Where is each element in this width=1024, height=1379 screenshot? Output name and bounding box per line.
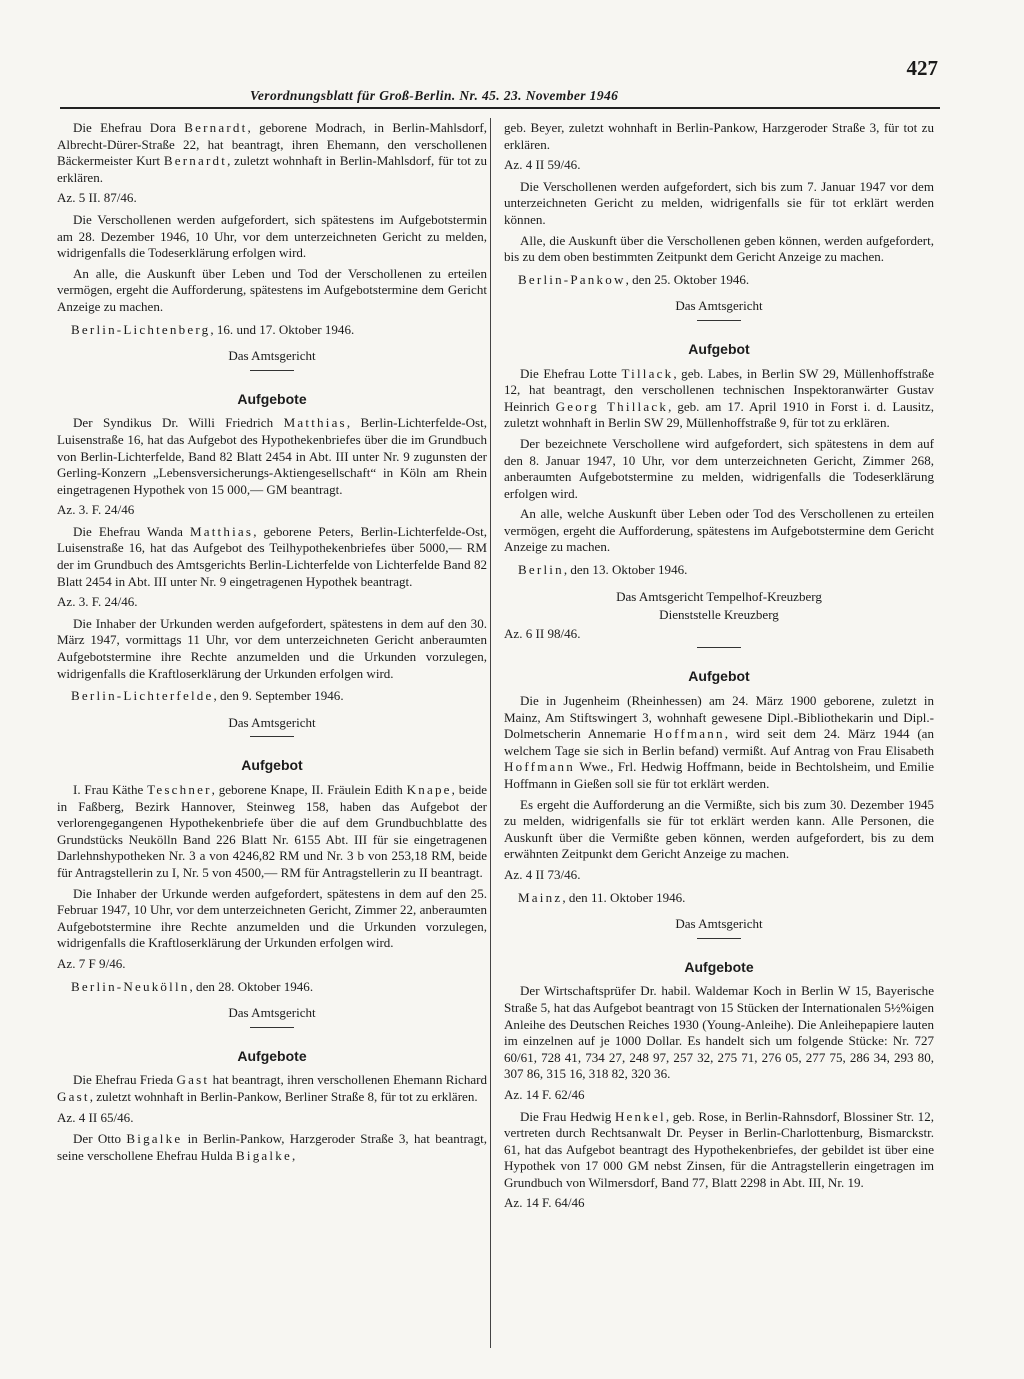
paragraph: Die Inhaber der Urkunde werden aufgefordert, spätestens in dem auf den 25. Februar 1947, 10 Uhr, vor dem unterzeichneten Gericht, Zimmer 22, anberaumten Aufgebotstermine ihre Rechte anzumelden und die Urkunden vorzulegen, widrigenfalls die Kraftloserklärung der Urkunden erfolgen wird. bbox=[57, 885, 487, 951]
court-office: Dienststelle Kreuzberg bbox=[659, 607, 779, 623]
name-spaced: Matthias bbox=[189, 523, 254, 539]
file-reference: Az. 14 F. 62/46 bbox=[504, 1086, 585, 1102]
text: , Berlin-Lichterfelde-Ost, Luisenstraße 16, hat das Aufgebot des Hypothekenbriefes über die im Grundbuch von Berlin-Lichterfelde, Band 82 Blatt 2454 in Abt. III unter Nr. 9 zugunsten der Gerling-Konzern „Lebensversicherungs-Aktiengesellschaft“ in Köln am Rhein eingetragenen Hypothek von 15 000,— GM beantragt. bbox=[57, 415, 487, 497]
section-rule bbox=[697, 647, 741, 648]
section-rule bbox=[697, 938, 741, 939]
paragraph: Die Inhaber der Urkunden werden aufgefordert, spätestens in dem auf den 30. März 1947, vormittags 11 Uhr, vor dem unterzeichneten Gericht anberaumten Aufgebotstermine ihre Rechte anzumelden und die Urkunden vorzulegen, widrigenfalls die Kraftloserklärung der Urkunden erfolgen wird. bbox=[57, 615, 487, 681]
name-spaced: Hoffmann bbox=[504, 759, 575, 775]
section-rule bbox=[250, 736, 294, 737]
paragraph bbox=[57, 120, 487, 186]
file-reference: Az. 4 II 65/46. bbox=[57, 1109, 134, 1125]
text: Die Ehefrau Dora bbox=[73, 120, 185, 135]
section-title: Aufgebot bbox=[688, 340, 750, 357]
section-title: Aufgebote bbox=[237, 1047, 307, 1064]
name-spaced: Bernardt bbox=[163, 153, 228, 169]
date: , den 25. Oktober 1946. bbox=[625, 271, 750, 287]
file-reference: Az. 5 II. 87/46. bbox=[57, 190, 137, 206]
file-reference: Az. 14 F. 64/46 bbox=[504, 1195, 585, 1211]
file-reference: Az. 3. F. 24/46 bbox=[57, 502, 135, 518]
text: hat beantragt, ihren verschollenen Ehemann Richard bbox=[209, 1072, 487, 1088]
court-name: Das Amtsgericht Tempelhof-Kreuzberg bbox=[616, 588, 822, 604]
paragraph-continuation: geb. Beyer, zuletzt wohnhaft in Berlin-Pankow, Harzgeroder Straße 3, für tot zu erklären. bbox=[504, 120, 934, 152]
paragraph: Es ergeht die Aufforderung an die Vermißte, sich bis zum 30. Dezember 1945 zu melden, widrigenfalls sie für tot erklärt werden kann. Alle Personen, die Auskunft über die Vermißte geben können, werden aufgefordert, bis zu dem erwähnten Zeitpunkt dem Gericht Anzeige zu machen. bbox=[504, 796, 934, 862]
place-date bbox=[57, 322, 487, 339]
notice-tillack bbox=[504, 341, 934, 649]
section-title: Aufgebote bbox=[237, 390, 307, 407]
text: , wird seit dem 24. März 1944 (an welchem Tage sie sich in Berlin befand) vermißt. Auf Antrag von Frau Elisabeth bbox=[504, 726, 934, 758]
paragraph bbox=[504, 693, 934, 793]
file-reference: Az. 4 II 73/46. bbox=[504, 866, 581, 882]
text: Wwe., Frl. Hedwig Hoffmann, beide in Bechtolsheim, und Emilie Hoffmann in Gießen soll sie für tot erklärt werden. bbox=[504, 759, 934, 791]
notice-bigalke-continued bbox=[504, 120, 934, 321]
paragraph bbox=[504, 366, 934, 432]
place-date bbox=[57, 979, 487, 996]
notice-matthias bbox=[57, 391, 487, 738]
text: , geb. Rose, in Berlin-Rahnsdorf, Blossiner Str. 12, vertreten durch Rechtsanwalt Dr. Peyser in Berlin-Charlottenburg, Bismarckstr. 61, hat das Aufgebot beantragt des Hypothekenbriefes, der gebildet ist über eine Hypothek von 17 000 GM nebst Zinsen, für die Antragstellerin eingetragen im Grundbuch von Wilmersdorf, Band 77, Blatt 2298 in Abt. III, Nr. 19. bbox=[504, 1108, 934, 1190]
name-spaced: Gast bbox=[57, 1088, 90, 1104]
text: , geb. am 17. April 1910 in Forst i. d. Lausitz, zuletzt wohnhaft in Berlin SW 29, Müllenhoffstraße 9, für tot zu erklären. bbox=[504, 398, 934, 431]
notice-gast-bigalke bbox=[57, 1048, 487, 1165]
place-date bbox=[57, 688, 487, 705]
text: , beide in Faßberg, Bezirk Hannover, Steinweg 158, haben das Aufgebot der verlorengegangenen Hypothekenbriefe über die auf dem Grundbuchblatte des Grundstücks Neukölln Band 226 Blatt Nr. 6155 Abt. III für sie eingetragenen Darlehnshypotheken Nr. 3 a von 4246,82 RM und Nr. 3 b von 253,18 RM, beide für Antragstellerin zu I, Nr. 5 von 4500,— RM für Antragstellerin zu II beantragt. bbox=[57, 782, 488, 880]
name-spaced: Gast bbox=[176, 1072, 210, 1088]
file-reference: Az. 6 II 98/46. bbox=[504, 625, 581, 641]
name-spaced: Knape bbox=[406, 782, 452, 797]
text: Die Ehefrau Frieda bbox=[73, 1072, 177, 1088]
paragraph bbox=[57, 1072, 487, 1105]
section-title: Aufgebot bbox=[241, 757, 303, 774]
notice-teschner bbox=[57, 757, 487, 1027]
place-date bbox=[504, 890, 934, 907]
section-title: Aufgebot bbox=[688, 668, 750, 685]
paragraph: Die Verschollenen werden aufgefordert, sich bis zum 7. Januar 1947 vor dem unterzeichneten Gericht zu melden, widrigenfalls sie für tot erklärt werden können. bbox=[504, 178, 934, 227]
page-number: 427 bbox=[906, 56, 938, 80]
text: Die Ehefrau Wanda bbox=[73, 523, 190, 539]
text: , bbox=[291, 1147, 296, 1163]
text: Der Syndikus Dr. Willi Friedrich bbox=[73, 415, 284, 431]
name-spaced: Bernardt bbox=[184, 120, 248, 135]
paragraph: Der Wirtschaftsprüfer Dr. habil. Waldemar Koch in Berlin W 15, Bayerische Straße 5, hat das Aufgebot beantragt von 15 Stücken der Internationalen 5½%igen Anleihe des Deutschen Reiches 1930 (Young-Anleihe). Die Anleihepapiere lauten im einzelnen auf je 1000 Dollar. Es handelt sich um folgende Stücke: Nr. 727 60/61, 728 41, 734 27, 248 97, 257 32, 275 71, 276 05, 277 75, 286 34, 293 80, 307 86, 315 16, 318 82, 320 36. bbox=[504, 983, 934, 1082]
place: Berlin-Lichterfelde bbox=[71, 688, 214, 704]
section-title: Aufgebote bbox=[684, 958, 754, 975]
place-date bbox=[504, 272, 934, 289]
text: , geborene Peters, Berlin-Lichterfelde-Ost, Luisenstraße 16, hat das Aufgebot des Teilhypothekenbriefes über 5000,— RM der im Grundbuch des Amtsgerichts Berlin-Lichterfelde von Lichterfelde Band 82 Blatt 2454 in Abt. III unter Nr. 9 eingetragenen Hypothek beantragt. bbox=[57, 523, 487, 589]
name-spaced: Tillack bbox=[621, 365, 674, 381]
notice-koch-henkel bbox=[504, 959, 934, 1212]
running-title: Verordnungsblatt für Groß-Berlin. Nr. 45. 23. November 1946 bbox=[250, 88, 619, 103]
name-spaced: Bigalke bbox=[235, 1147, 292, 1163]
paragraph: Der bezeichnete Verschollene wird aufgefordert, sich spätestens in dem auf den 8. Januar 1947, 10 Uhr, vor dem unterzeichneten Gericht, Zimmer 268, anberaumten Aufgebotstermine zu melden, widrigenfalls die Todeserklärung erfolgen wird. bbox=[504, 435, 934, 501]
paragraph: Die Verschollenen werden aufgefordert, sich spätestens im Aufgebotstermin am 28. Dezember 1946, 10 Uhr, vor dem unterzeichneten Gericht zu melden, widrigenfalls die Todeserklärung erfolgen wird. bbox=[57, 211, 487, 261]
header-rule bbox=[60, 107, 940, 109]
section-rule bbox=[250, 370, 294, 371]
file-reference: Az. 7 F 9/46. bbox=[57, 955, 126, 971]
text: Die Frau Hedwig bbox=[520, 1108, 615, 1124]
date: , den 28. Oktober 1946. bbox=[189, 978, 314, 994]
paragraph bbox=[504, 1109, 934, 1192]
place-date bbox=[504, 562, 934, 579]
section-rule bbox=[250, 1027, 294, 1028]
text: , zuletzt wohnhaft in Berlin-Mahlsdorf, für tot zu erklären. bbox=[57, 153, 487, 185]
section-rule bbox=[697, 320, 741, 321]
name-spaced: Matthias bbox=[283, 415, 347, 431]
paragraph: Alle, die Auskunft über die Verschollenen geben können, werden aufgefordert, bis zu dem oben bestimmten Zeitpunkt dem Gericht Anzeige zu machen. bbox=[504, 232, 934, 265]
name-spaced: Georg Thillack bbox=[555, 398, 669, 414]
paragraph bbox=[57, 524, 487, 590]
notice-bernardt bbox=[57, 120, 487, 371]
name-spaced: Teschner bbox=[147, 782, 212, 797]
text: Die Ehefrau Lotte bbox=[520, 365, 622, 381]
right-column bbox=[504, 120, 934, 1217]
text: , zuletzt wohnhaft in Berlin-Pankow, Berliner Straße 8, für tot zu erklären. bbox=[89, 1088, 478, 1104]
place: Berlin-Lichtenberg bbox=[71, 321, 211, 337]
court-name: Das Amtsgericht bbox=[228, 714, 316, 730]
name-spaced: Henkel bbox=[614, 1108, 666, 1124]
paragraph bbox=[57, 415, 487, 498]
text: , geborene Modrach, in Berlin-Mahlsdorf, Albrecht-Dürer-Straße 22, hat beantragt, ihren Ehemann, den verschollenen Bäckermeister Kurt bbox=[57, 120, 487, 169]
court-name: Das Amtsgericht bbox=[675, 298, 763, 314]
paragraph: An alle, welche Auskunft über Leben oder Tod des Verschollenen zu erteilen vermögen, ergeht die Aufforderung, spätestens im Aufgebotstermine dem Gericht Anzeige zu machen. bbox=[504, 506, 934, 555]
text: I. Frau Käthe bbox=[73, 782, 148, 797]
court-name: Das Amtsgericht bbox=[675, 916, 763, 932]
paragraph: An alle, die Auskunft über Leben und Tod der Verschollenen zu erteilen vermögen, ergeht die Aufforderung, spätestens im Aufgebotstermine dem Gericht Anzeige zu machen. bbox=[57, 265, 487, 314]
name-spaced: Bigalke bbox=[126, 1131, 183, 1147]
place: Berlin-Neukölln bbox=[71, 978, 190, 994]
court-name: Das Amtsgericht bbox=[228, 348, 316, 364]
file-reference: Az. 3. F. 24/46. bbox=[57, 594, 138, 610]
file-reference: Az. 4 II 59/46. bbox=[504, 157, 581, 173]
notice-hoffmann bbox=[504, 668, 934, 938]
date: , den 13. Oktober 1946. bbox=[563, 562, 688, 578]
place: Berlin bbox=[518, 562, 564, 578]
name-spaced: Hoffmann bbox=[653, 726, 725, 742]
text: Der Otto bbox=[73, 1131, 127, 1147]
text: Die in Jugenheim (Rheinhessen) am 24. März 1900 geborene, zuletzt in Mainz, Am Stiftswingert 3, wohnhaft gewesene Dipl.-Bibliothekarin und Dipl.-Dolmetscherin Annemarie bbox=[504, 693, 934, 742]
left-column bbox=[57, 120, 487, 1168]
text: , geborene Knape, II. Fräulein Edith bbox=[211, 782, 407, 797]
place: Berlin-Pankow bbox=[518, 271, 626, 287]
column-divider bbox=[490, 118, 491, 1348]
text: , geb. Labes, in Berlin SW 29, Müllenhoffstraße 12, hat beantragt, den verschollenen technischen Inspektoranwärter Gustav Heinrich bbox=[504, 365, 934, 414]
court-name: Das Amtsgericht bbox=[228, 1005, 316, 1021]
place: Mainz bbox=[518, 889, 563, 905]
date: , den 9. September 1946. bbox=[213, 688, 344, 704]
paragraph bbox=[57, 1131, 487, 1164]
date: , 16. und 17. Oktober 1946. bbox=[210, 321, 355, 337]
date: , den 11. Oktober 1946. bbox=[562, 889, 686, 905]
paragraph bbox=[57, 782, 487, 882]
text: in Berlin-Pankow, Harzgeroder Straße 3, hat beantragt, seine verschollene Ehefrau Hulda bbox=[57, 1131, 487, 1163]
